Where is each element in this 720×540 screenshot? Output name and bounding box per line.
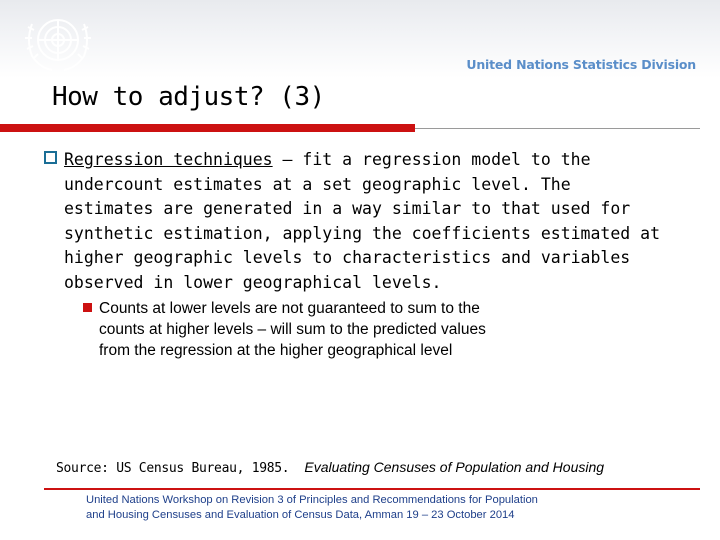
sub-bullet-text: Counts at lower levels are not guaranteed to sum to the — [99, 300, 480, 317]
bullet-text: higher geographic levels to characteristics and variables — [64, 248, 631, 267]
sub-bullet-text: from the regression at the higher geographical level — [99, 342, 453, 359]
bullet-text: observed in lower geographical levels. — [64, 272, 442, 292]
footer-line: and Housing Censuses and Evaluation of Census Data, Amman 19 – 23 October 2014 — [86, 509, 515, 521]
footer-line: United Nations Workshop on Revision 3 of Principles and Recommendations for Population — [86, 494, 538, 506]
title-underline-gray — [415, 128, 700, 129]
bullet-lead-term: Regression techniques — [64, 150, 273, 169]
title-underline-red — [0, 124, 415, 132]
footer — [86, 493, 538, 523]
un-emblem-icon — [20, 10, 96, 74]
organization-name: United Nations Statistics Division — [466, 57, 696, 72]
source-citation — [56, 459, 604, 476]
footer-divider — [44, 488, 700, 490]
source-title: Evaluating Censuses of Population and Housing — [304, 459, 605, 475]
checkbox-bullet-icon — [44, 151, 57, 164]
main-bullet — [44, 148, 674, 295]
sub-bullet-text: counts at higher levels – will sum to the predicted values — [99, 321, 486, 338]
bullet-text: estimates are generated in a way similar to that used for — [64, 199, 631, 218]
bullet-text: synthetic estimation, applying the coefficients estimated at — [64, 223, 661, 243]
bullet-text: – fit a regression model to the — [272, 150, 591, 169]
sub-bullet — [83, 298, 643, 361]
source-prefix: Source: US Census Bureau, 1985. — [56, 461, 290, 476]
bullet-text: undercount estimates at a set geographic level. The — [64, 174, 571, 194]
square-bullet-icon — [83, 303, 92, 312]
slide-title: How to adjust? (3) — [52, 82, 325, 112]
